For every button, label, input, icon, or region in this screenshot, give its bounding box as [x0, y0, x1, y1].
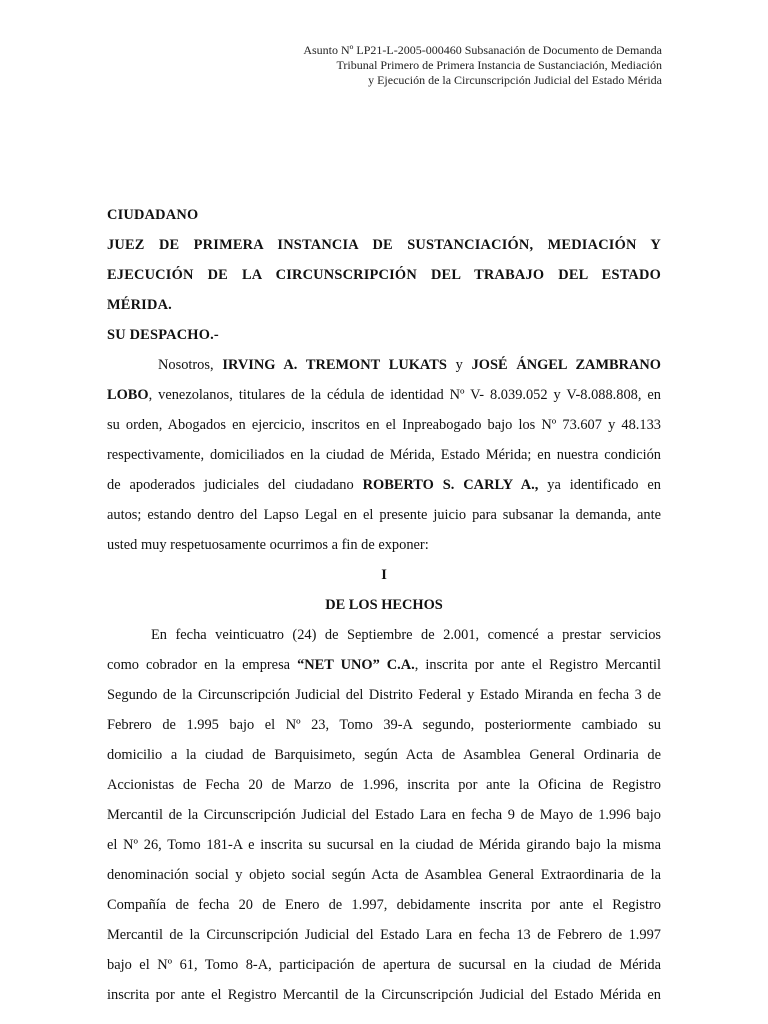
facts-line-2: como cobrador en la empresa “NET UNO” C.A., inscrita por ante el Registro Mercantil [107, 657, 662, 673]
facts-line-4: Febrero de 1.995 bajo el Nº 23, Tomo 39-A segundo, posteriormente cambiado su [107, 717, 661, 733]
intro-line-6: autos; estando dentro del Lapso Legal en el presente juicio para subsanar la demanda, ante [107, 507, 661, 523]
section-title: DE LOS HECHOS [325, 597, 443, 613]
intro-line-3: su orden, Abogados en ejercicio, inscritos en el Inpreabogado bajo los Nº 73.607 y 48.133 [107, 417, 661, 433]
intro-line-7: usted muy respetuosamente ocurrimos a fin de exponer: [107, 537, 429, 553]
intro-line-1: Nosotros, IRVING A. TREMONT LUKATS y JOSÉ ÁNGEL ZAMBRANO [158, 357, 662, 373]
facts-paragraph [107, 620, 661, 1010]
case-number-line: Asunto Nº LP21-L-2005-000460 Subsanación de Documento de Demanda [303, 43, 662, 57]
company-name: “NET UNO” C.A. [297, 657, 415, 673]
facts-line-7: Mercantil de la Circunscripción Judicial del Estado Lara en fecha 9 de Mayo de 1.996 bajo [107, 807, 661, 823]
case-header [303, 43, 662, 88]
section-number: I [381, 567, 387, 583]
intro-paragraph [107, 350, 661, 560]
addressee-line-4: MÉRIDA. [107, 297, 172, 313]
facts-line-9: denominación social y objeto social según Acta de Asamblea General Extraordinaria de la [107, 867, 661, 883]
jurisdiction-line: y Ejecución de la Circunscripción Judicial del Estado Mérida [368, 73, 662, 87]
addressee-office: SU DESPACHO.- [107, 327, 219, 343]
facts-line-13: inscrita por ante el Registro Mercantil de la Circunscripción Judicial del Estado Mérida en [107, 987, 661, 1003]
intro-line-5: de apoderados judiciales del ciudadano ROBERTO S. CARLY A., ya identificado en [107, 477, 662, 493]
document-body [107, 200, 661, 1010]
addressee-line-3: EJECUCIÓN DE LA CIRCUNSCRIPCIÓN DEL TRABAJO DEL ESTADO [107, 267, 661, 283]
facts-line-3: Segundo de la Circunscripción Judicial del Distrito Federal y Estado Miranda en fecha 3 de [107, 687, 661, 703]
court-line: Tribunal Primero de Primera Instancia de Sustanciación, Mediación [336, 58, 662, 72]
facts-line-1: En fecha veinticuatro (24) de Septiembre de 2.001, comencé a prestar servicios [151, 627, 661, 643]
facts-line-11: Mercantil de la Circunscripción Judicial del Estado Lara en fecha 13 de Febrero de 1.997 [107, 927, 661, 943]
facts-line-10: Compañía de fecha 20 de Enero de 1.997, debidamente inscrita por ante el Registro [107, 897, 661, 913]
facts-line-8: el Nº 26, Tomo 181-A e inscrita su sucursal en la ciudad de Mérida girando bajo la misma [107, 837, 661, 853]
intro-line-4: respectivamente, domiciliados en la ciudad de Mérida, Estado Mérida; en nuestra condición [107, 447, 661, 463]
facts-line-12: bajo el Nº 61, Tomo 8-A, participación de apertura de sucursal en la ciudad de Mérida [107, 957, 661, 973]
intro-line-2: LOBO, venezolanos, titulares de la cédula de identidad Nº V- 8.039.052 y V-8.088.808, en [107, 387, 661, 403]
attorney-name-1: IRVING A. TREMONT LUKATS [222, 357, 447, 373]
facts-line-5: domicilio a la ciudad de Barquisimeto, según Acta de Asamblea General Ordinaria de [107, 747, 661, 763]
addressee-line-2: JUEZ DE PRIMERA INSTANCIA DE SUSTANCIACIÓN, MEDIACIÓN Y [107, 237, 661, 253]
attorney-name-2: JOSÉ ÁNGEL ZAMBRANO [471, 357, 662, 373]
addressee-title: CIUDADANO [107, 207, 199, 223]
client-name: ROBERTO S. CARLY A., [362, 477, 539, 493]
facts-line-6: Accionistas de Fecha 20 de Marzo de 1.996, inscrita por ante la Oficina de Registro [107, 777, 661, 793]
